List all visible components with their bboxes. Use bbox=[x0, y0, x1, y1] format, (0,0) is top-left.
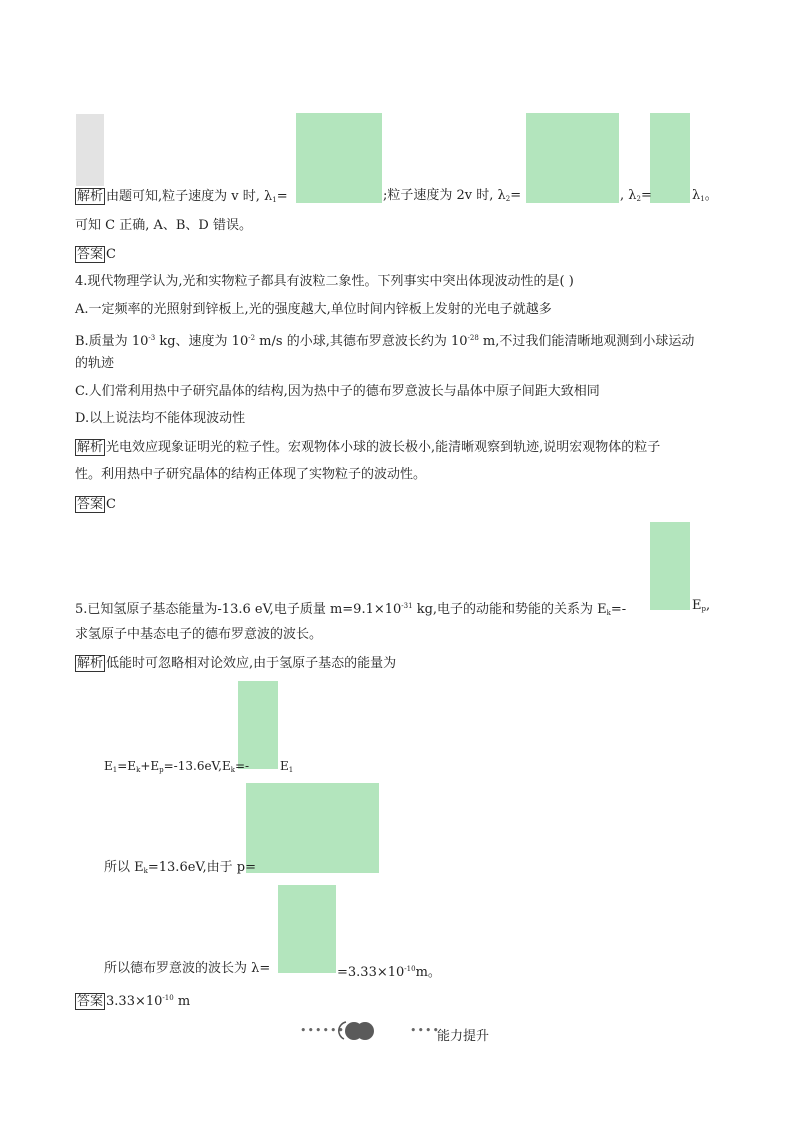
formula-image-ratio bbox=[650, 113, 690, 203]
q4-option-b-cont: 的轨迹 bbox=[75, 356, 115, 371]
answer-tag: 答案 bbox=[77, 247, 104, 262]
q4-option-b: B.质量为 $10^{-3}$ kg、速度为 $10^{-2}$ m/s 的小球,其德布罗意波长约为 $10^{-28}$ m,不过我们能清晰地观测到小球运动 bbox=[75, 334, 695, 349]
dots-right: •••• bbox=[410, 1024, 440, 1037]
formula-image-lambda1 bbox=[296, 113, 382, 203]
formula-image-ek-ep bbox=[650, 522, 690, 610]
formula-image-half bbox=[238, 681, 278, 769]
cloud-icon bbox=[334, 1018, 378, 1044]
q3-analysis-line1: 解析 由题可知,粒子速度为 v 时, $\lambda_1=$ bbox=[77, 189, 288, 204]
q4-analysis-line1: 解析 光电效应现象证明光的粒子性。宏观物体小球的波长极小,能清晰观察到轨迹,说明宏观物体的粒子 bbox=[77, 440, 661, 455]
q3-analysis-line1-end: , $\lambda_2=$ bbox=[620, 188, 652, 203]
q5-equation-1: $E_1=E_k+E_p=-13.6eV,E_k=-$ bbox=[104, 759, 250, 774]
q3-answer: 答案 C bbox=[77, 247, 116, 262]
q4-answer: 答案 C bbox=[77, 497, 116, 512]
q5-stem-line1: 5.已知氢原子基态能量为-13.6 eV,电子质量 $m=9.1\times 10^{-31}$ kg,电子的动能和势能的关系为 $E_k=-$ bbox=[75, 602, 627, 617]
q5-equation-3-end: $=3.33\times 10^{-10}m$。 bbox=[337, 965, 441, 980]
analysis-tag: 解析 bbox=[77, 656, 104, 671]
formula-image-wavelength bbox=[278, 885, 336, 973]
formula-image-momentum bbox=[246, 783, 379, 873]
q5-answer: 答案 $3.33\times 10^{-10}$ m bbox=[77, 994, 191, 1009]
q5-equation-2: 所以 $E_k=13.6eV$,由于 p= bbox=[104, 860, 257, 875]
dots-left: •••••• bbox=[300, 1024, 345, 1037]
q4-analysis-line2: 性。利用热中子研究晶体的结构正体现了实物粒子的波动性。 bbox=[75, 467, 427, 482]
q5-stem-line2: 求氢原子中基态电子的德布罗意波的波长。 bbox=[75, 627, 323, 642]
q3-analysis-line1-tail: $\lambda_1$。 bbox=[692, 188, 718, 203]
q4-option-d: D.以上说法均不能体现波动性 bbox=[75, 411, 246, 426]
q5-stem-line1-end: $E_p$, bbox=[692, 598, 711, 613]
q3-analysis-line2: 可知 C 正确, A、B、D 错误。 bbox=[75, 218, 252, 233]
section-divider bbox=[300, 1018, 500, 1046]
q5-equation-1-end: $E_1$ bbox=[280, 759, 294, 774]
gray-placeholder bbox=[76, 114, 104, 186]
answer-tag: 答案 bbox=[77, 994, 104, 1009]
analysis-tag: 解析 bbox=[77, 440, 104, 455]
q5-equation-3: 所以德布罗意波的波长为 λ= bbox=[104, 961, 271, 976]
section-label: 能力提升 bbox=[437, 1029, 490, 1044]
q3-analysis-line1-mid: ;粒子速度为 2v 时, $\lambda_2=$ bbox=[383, 188, 522, 203]
formula-image-lambda2 bbox=[526, 113, 619, 203]
q4-option-a: A.一定频率的光照射到锌板上,光的强度越大,单位时间内锌板上发射的光电子就越多 bbox=[75, 302, 552, 317]
analysis-tag: 解析 bbox=[77, 189, 104, 204]
answer-tag: 答案 bbox=[77, 497, 104, 512]
q4-stem: 4.现代物理学认为,光和实物粒子都具有波粒二象性。下列事实中突出体现波动性的是( ) bbox=[75, 274, 574, 289]
q4-option-c: C.人们常利用热中子研究晶体的结构,因为热中子的德布罗意波长与晶体中原子间距大致相同 bbox=[75, 384, 600, 399]
q5-analysis-line1: 解析 低能时可忽略相对论效应,由于氢原子基态的能量为 bbox=[77, 656, 397, 671]
